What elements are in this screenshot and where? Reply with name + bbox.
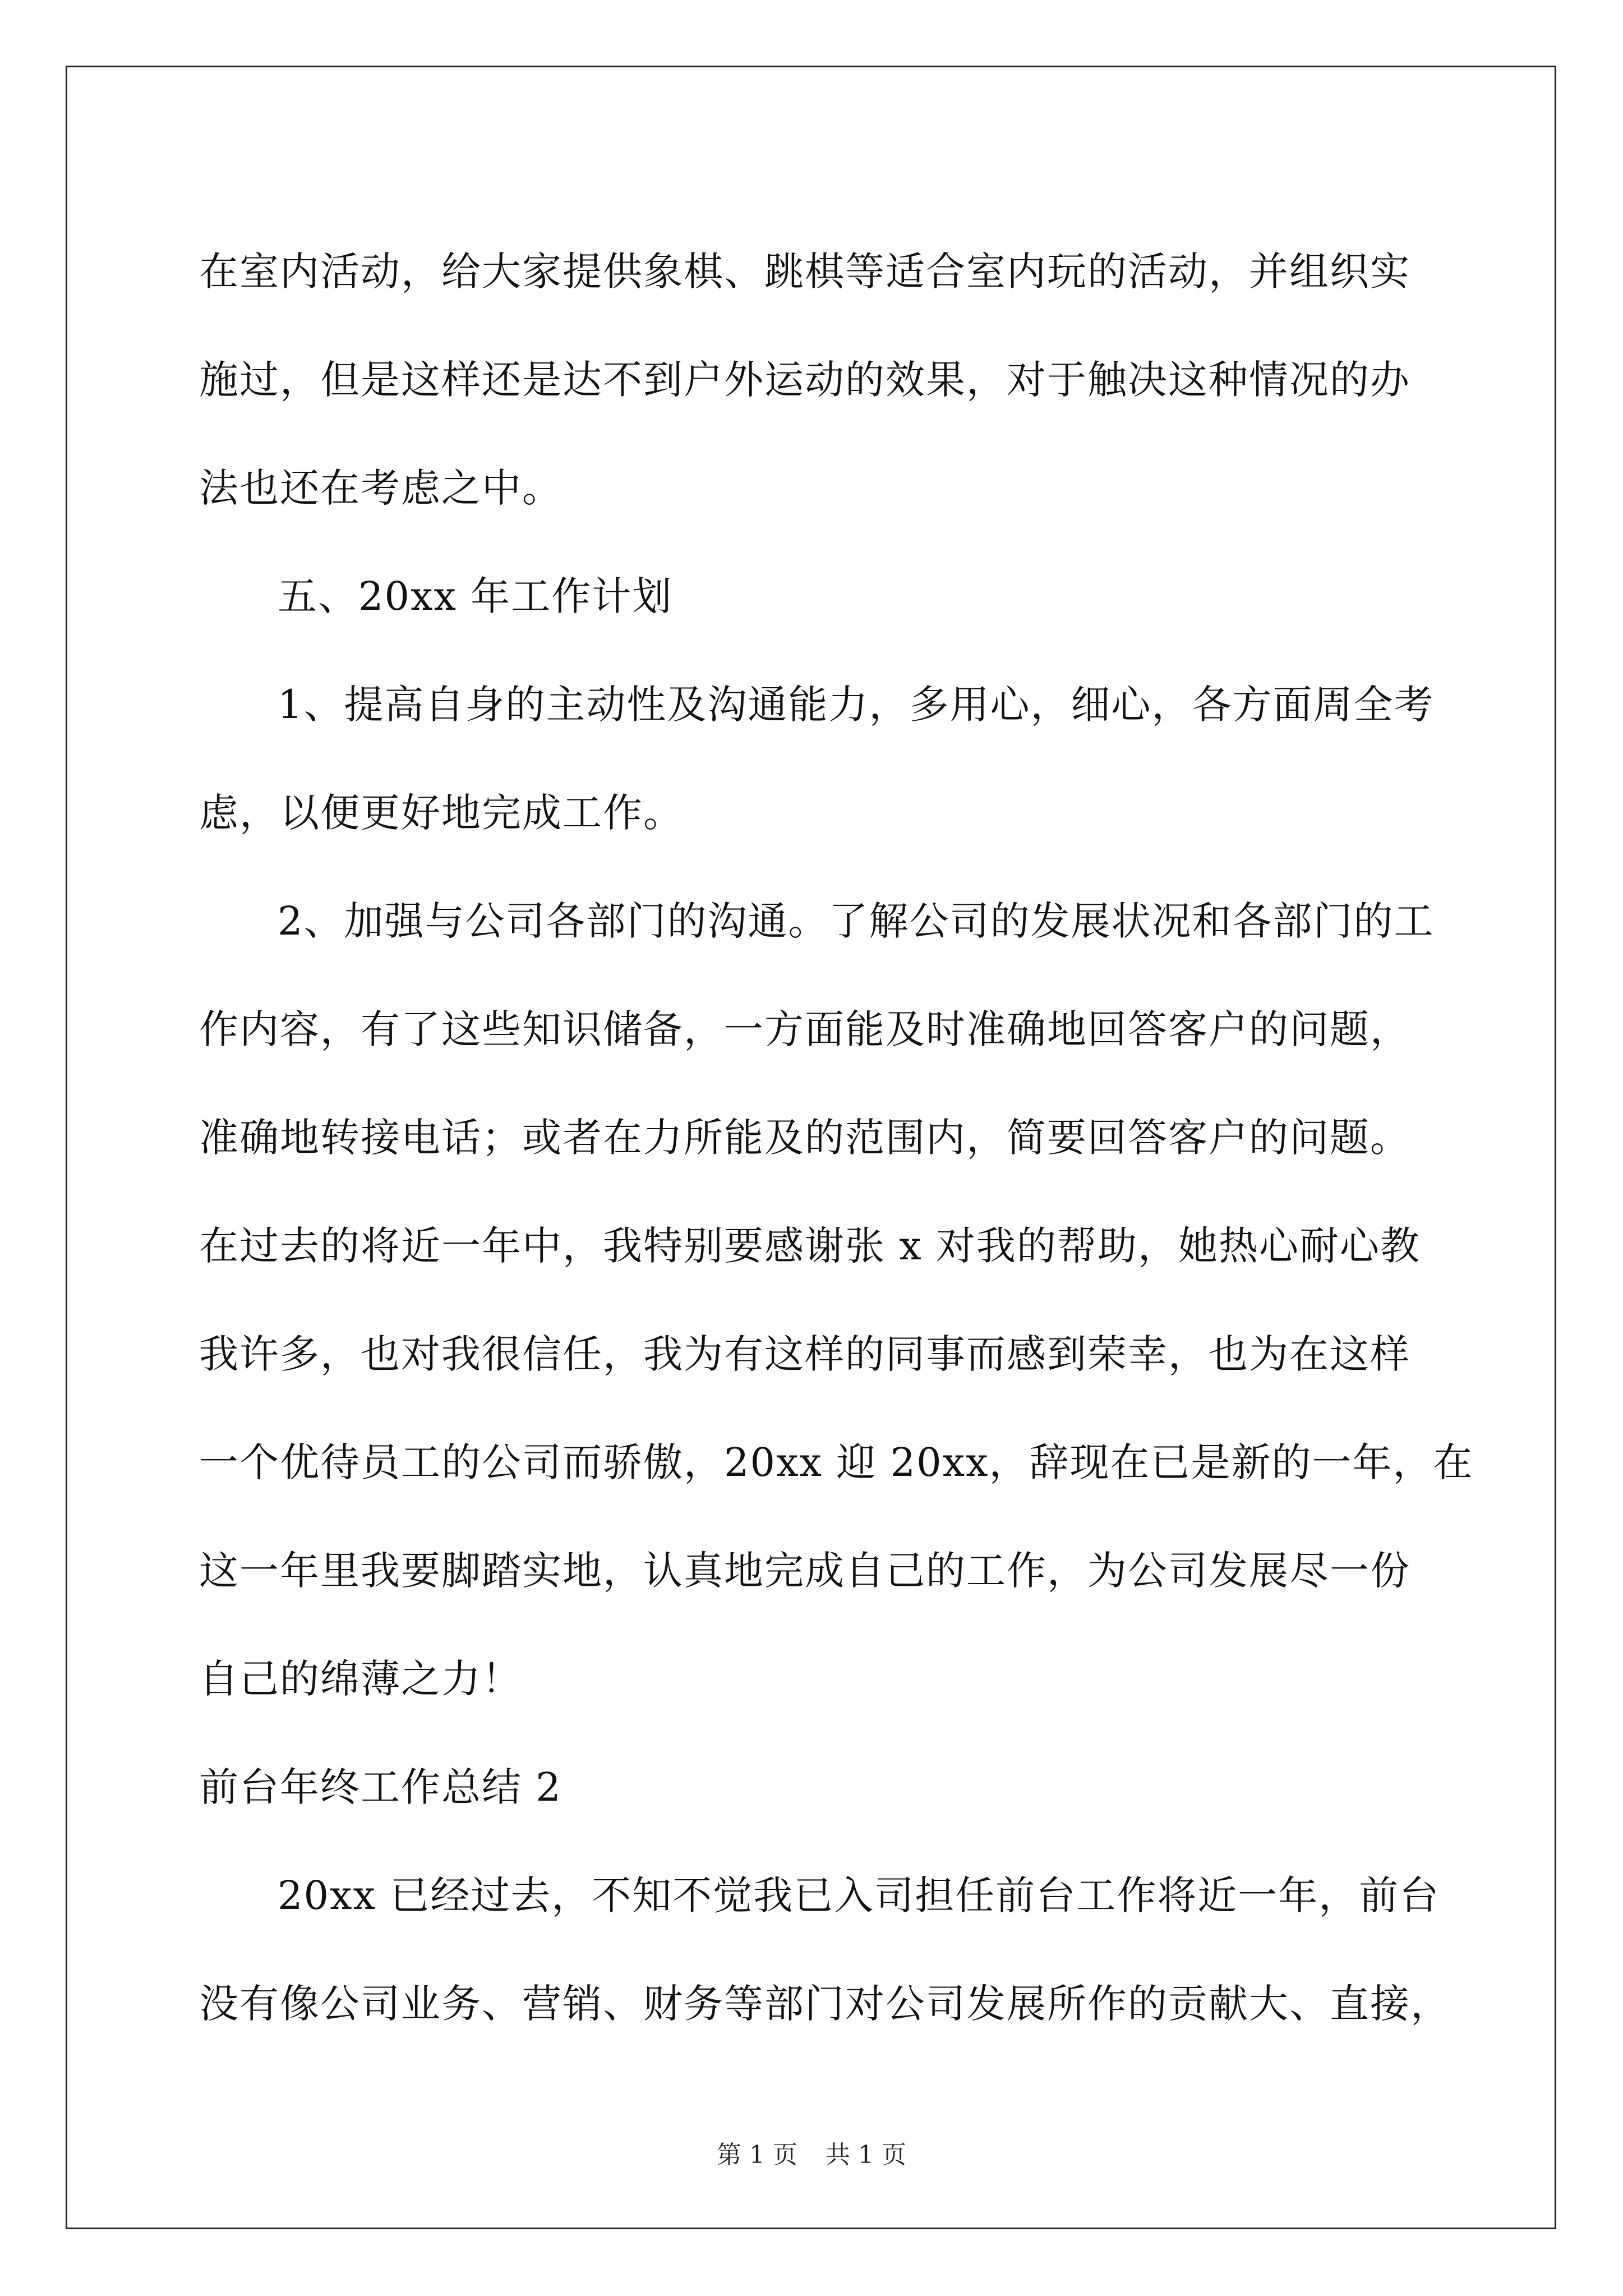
text-line: 没有像公司业务、营销、财务等部门对公司发展所作的贡献大、直接， bbox=[199, 1981, 1451, 2027]
text-line: 20xx 已经过去，不知不觉我已入司担任前台工作将近一年，前台 bbox=[278, 1872, 1440, 1918]
text-line: 作内容，有了这些知识储备，一方面能及时准确地回答客户的问题， bbox=[199, 1006, 1410, 1052]
text-line: 法也还在考虑之中。 bbox=[199, 465, 562, 511]
text-line: 这一年里我要脚踏实地，认真地完成自己的工作，为公司发展尽一份 bbox=[199, 1548, 1410, 1594]
text-line: 准确地转接电话；或者在力所能及的范围内，简要回答客户的问题。 bbox=[199, 1115, 1410, 1161]
text-line: 我许多，也对我很信任，我为有这样的同事而感到荣幸，也为在这样 bbox=[199, 1331, 1410, 1377]
text-line: 2、加强与公司各部门的沟通。了解公司的发展状况和各部门的工 bbox=[278, 898, 1435, 944]
page-number: 第 1 页 bbox=[717, 2141, 797, 2169]
page-footer bbox=[0, 2138, 1623, 2172]
text-line: 虑，以便更好地完成工作。 bbox=[199, 790, 684, 836]
section-heading: 五、20xx 年工作计划 bbox=[278, 573, 673, 619]
text-line: 1、提高自身的主动性及沟通能力，多用心，细心，各方面周全考 bbox=[278, 682, 1435, 728]
text-line: 一个优待员工的公司而骄傲，20xx 迎 20xx，辞现在已是新的一年，在 bbox=[199, 1439, 1474, 1485]
page-total: 共 1 页 bbox=[826, 2141, 906, 2169]
text-line: 在过去的将近一年中，我特别要感谢张 x 对我的帮助，她热心耐心教 bbox=[199, 1223, 1421, 1269]
document-title: 前台年终工作总结 2 bbox=[199, 1764, 562, 1810]
text-line: 在室内活动，给大家提供象棋、跳棋等适合室内玩的活动，并组织实 bbox=[199, 249, 1410, 295]
text-line: 施过，但是这样还是达不到户外运动的效果，对于触决这种情况的办 bbox=[199, 357, 1410, 403]
text-line: 自己的绵薄之力！ bbox=[199, 1656, 522, 1702]
document-body bbox=[199, 218, 1474, 2058]
